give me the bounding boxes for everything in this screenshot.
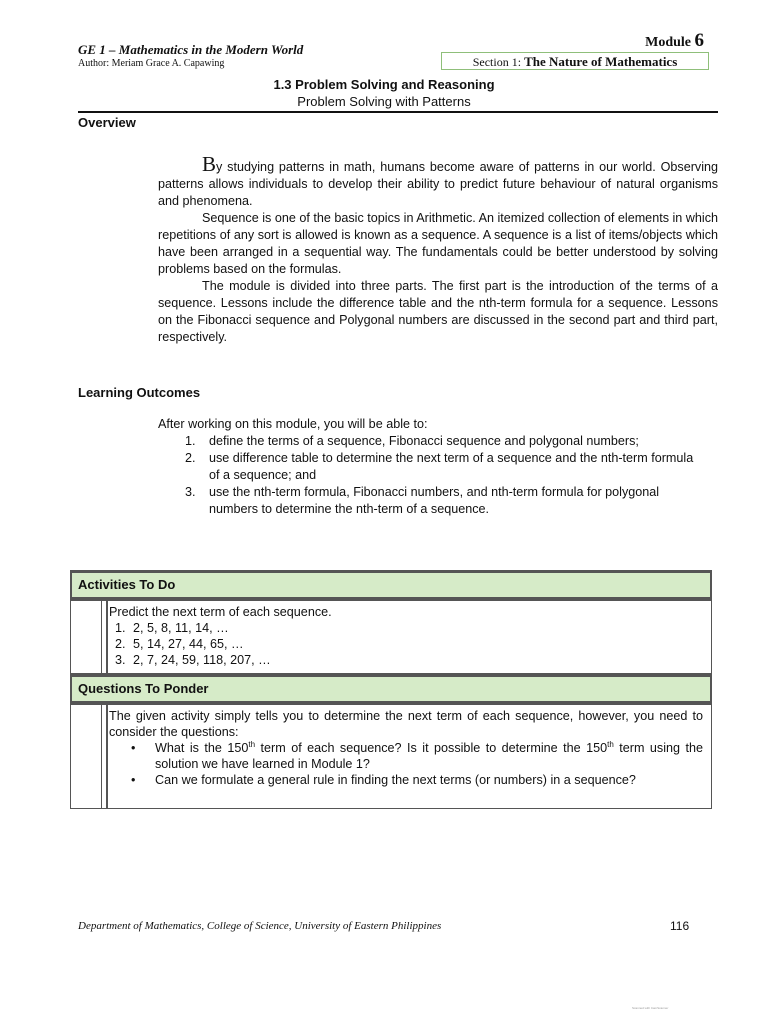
overview-paragraph-1 — [158, 152, 718, 210]
outcomes-list — [185, 433, 705, 518]
list-item-number: 3. — [185, 485, 196, 499]
list-item-number: 2. — [185, 451, 196, 465]
activities-side-rule — [101, 601, 108, 673]
list-item — [109, 620, 703, 636]
module-number: 6 — [694, 30, 704, 51]
bullet-icon: • — [131, 773, 136, 787]
ponder-content — [109, 708, 703, 788]
page-number: 116 — [670, 919, 690, 933]
overview-paragraph-2: Sequence is one of the basic topics in Arithmetic. An itemized collection of elements in which repetitions of any sort is allowed is known as a sequence. A sequence is a list of items/objects which have been arranged in a sequential way. The fundamentals could be better understood by solving problems based on the formulas. — [158, 211, 718, 276]
list-item-number: 2. — [115, 637, 126, 651]
overview-text — [158, 152, 718, 346]
activities-list — [109, 620, 703, 668]
author-line: Author: Meriam Grace A. Capawing — [78, 58, 225, 69]
ponder-content-box — [70, 704, 712, 809]
question-2: Can we formulate a general rule in finding the next terms (or numbers) in a sequence? — [155, 773, 636, 787]
footer-department: Department of Mathematics, College of Science, University of Eastern Philippines — [78, 920, 442, 932]
ponder-intro: The given activity simply tells you to determine the next term of each sequence, however, you need to consider the questions: — [109, 709, 703, 739]
outcomes-intro: After working on this module, you will be able to: — [158, 417, 428, 431]
scanner-watermark: Scanned with CamScanner — [632, 1006, 669, 1010]
ponder-side-rule — [101, 705, 108, 808]
module-label — [645, 30, 704, 52]
ponder-heading: Questions To Ponder — [78, 681, 209, 696]
list-item — [185, 484, 705, 518]
section-box — [441, 52, 709, 70]
list-item — [109, 772, 703, 788]
list-item-text: define the terms of a sequence, Fibonacci sequence and polygonal numbers; — [209, 434, 639, 448]
activities-heading-bar — [70, 570, 712, 600]
ponder-heading-bar — [70, 674, 712, 704]
activities-content-box — [70, 600, 712, 674]
overview-heading: Overview — [78, 115, 136, 130]
question-1-c: term using the solution we have learned in Module 1? — [155, 741, 703, 771]
list-item-number: 3. — [115, 653, 126, 667]
course-title: GE 1 – Mathematics in the Modern World — [78, 42, 304, 57]
activities-instruction: Predict the next term of each sequence. — [109, 605, 332, 619]
list-item — [185, 450, 705, 484]
list-item-text: use difference table to determine the next term of a sequence and the nth-term formula of a sequence; and — [209, 451, 694, 482]
ponder-list — [109, 740, 703, 788]
header-rule — [78, 111, 718, 113]
list-item — [109, 740, 703, 772]
module-label-text: Module — [645, 35, 691, 50]
question-1-b: term of each sequence? Is it possible to determine the 150 — [255, 741, 608, 755]
overview-paragraph-1-text: y studying patterns in math, humans become aware of patterns in our world. Observing patterns allows individuals to develop their ability to predict future behaviour of natural organisms and phenomena. — [158, 160, 718, 208]
list-item-number: 1. — [115, 621, 126, 635]
list-item — [109, 636, 703, 652]
bullet-icon: • — [131, 741, 136, 755]
activities-content — [109, 604, 703, 668]
overview-paragraph-3: The module is divided into three parts. The first part is the introduction of the terms of a sequence. Lessons include the difference table and the nth-term formula for a sequence. Lessons on the Fibonacci sequence and Polygonal numbers are discussed in the second part and third part, respectively. — [158, 279, 718, 344]
drop-cap: B — [202, 152, 217, 176]
superscript-th: th — [607, 739, 614, 749]
sequence-text: 2, 7, 24, 59, 118, 207, … — [133, 653, 271, 667]
outcomes-heading: Learning Outcomes — [78, 385, 201, 400]
sequence-text: 5, 14, 27, 44, 65, … — [133, 637, 244, 651]
section-title: The Nature of Mathematics — [524, 54, 678, 69]
question-1-a: What is the 150 — [155, 741, 249, 755]
section-prefix: Section 1: — [472, 55, 522, 69]
superscript-th: th — [248, 739, 256, 749]
list-item — [109, 652, 703, 668]
lesson-title: 1.3 Problem Solving and Reasoning — [273, 77, 495, 92]
list-item-number: 1. — [185, 434, 196, 448]
lesson-subtitle: Problem Solving with Patterns — [297, 94, 471, 109]
sequence-text: 2, 5, 8, 11, 14, … — [133, 621, 229, 635]
list-item-text: use the nth-term formula, Fibonacci numbers, and nth-term formula for polygonal numbers to determine the nth-term of a sequence. — [209, 485, 660, 516]
activities-heading: Activities To Do — [78, 577, 176, 592]
list-item — [185, 433, 705, 450]
